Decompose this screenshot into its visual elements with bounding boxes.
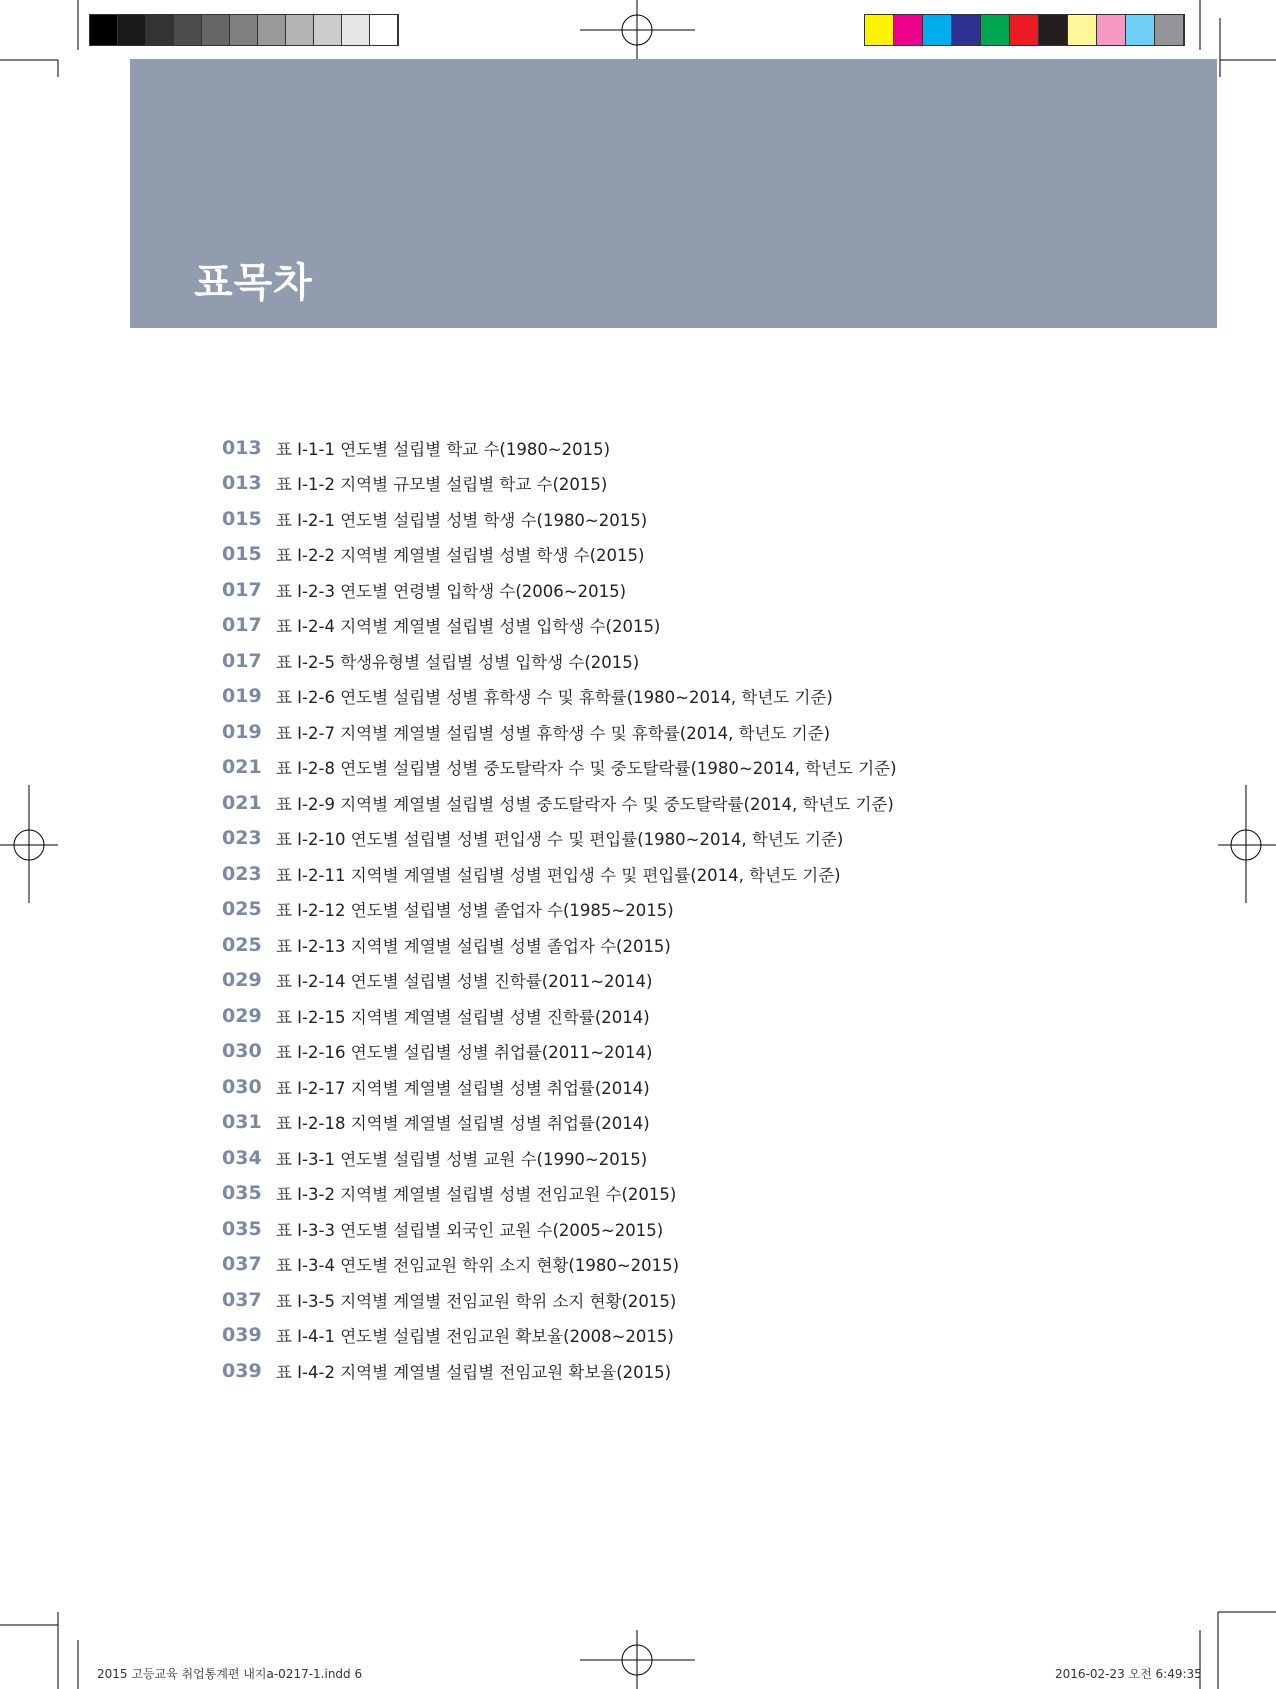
toc-label: 표 Ⅰ-3-1 연도별 설립별 성별 교원 수(1990~2015) xyxy=(276,1149,648,1169)
toc-label: 표 Ⅰ-2-12 연도별 설립별 성별 졸업자 수(1985~2015) xyxy=(276,901,674,921)
toc-entry[interactable] xyxy=(222,1034,897,1070)
registration-mark-right xyxy=(1218,785,1276,903)
color-swatch xyxy=(865,15,894,45)
toc-page-number: 013 xyxy=(222,436,262,459)
toc-label: 표 Ⅰ-3-4 연도별 전임교원 학위 소지 현황(1980~2015) xyxy=(276,1256,680,1276)
toc-page-number: 037 xyxy=(222,1288,262,1311)
toc-page-number: 029 xyxy=(222,969,262,992)
toc-page-number: 023 xyxy=(222,862,262,885)
toc-page-number: 025 xyxy=(222,898,262,921)
toc-entry[interactable] xyxy=(222,1211,897,1247)
page-title: 표목차 xyxy=(194,260,313,306)
toc-page-number: 039 xyxy=(222,1359,262,1382)
toc-label: 표 Ⅰ-3-2 지역별 계열별 설립별 성별 전임교원 수(2015) xyxy=(276,1185,677,1205)
toc-entry[interactable] xyxy=(222,821,897,857)
color-swatch xyxy=(1097,15,1126,45)
color-calibration-bar xyxy=(864,14,1185,46)
toc-page-number: 037 xyxy=(222,1253,262,1276)
toc-entry[interactable] xyxy=(222,537,897,573)
toc-page-number: 015 xyxy=(222,507,262,530)
gray-swatch xyxy=(174,15,202,45)
toc-entry[interactable] xyxy=(222,892,897,928)
toc-label: 표 Ⅰ-2-2 지역별 계열별 설립별 성별 학생 수(2015) xyxy=(276,546,645,566)
toc-entry[interactable] xyxy=(222,927,897,963)
toc-entry[interactable] xyxy=(222,501,897,537)
color-swatch xyxy=(894,15,923,45)
toc-label: 표 Ⅰ-3-5 지역별 계열별 전임교원 학위 소지 현황(2015) xyxy=(276,1291,677,1311)
toc-entry[interactable] xyxy=(222,1353,897,1389)
toc-entry[interactable] xyxy=(222,430,897,466)
toc-entry[interactable] xyxy=(222,608,897,644)
toc-page-number: 030 xyxy=(222,1040,262,1063)
registration-mark-top xyxy=(580,0,695,60)
color-swatch xyxy=(1068,15,1097,45)
toc-page-number: 039 xyxy=(222,1324,262,1347)
toc-entry[interactable] xyxy=(222,1318,897,1354)
file-slug: 2015 고등교육 취업통계편 내지a-0217-1.indd 6 xyxy=(97,1667,363,1681)
toc-entry[interactable] xyxy=(222,750,897,786)
gray-swatch xyxy=(370,15,398,45)
gray-swatch xyxy=(314,15,342,45)
toc-label: 표 Ⅰ-2-5 학생유형별 설립별 성별 입학생 수(2015) xyxy=(276,652,640,672)
toc-label: 표 Ⅰ-1-1 연도별 설립별 학교 수(1980~2015) xyxy=(276,439,611,459)
toc-entry[interactable] xyxy=(222,1247,897,1283)
toc-page-number: 034 xyxy=(222,1146,262,1169)
color-swatch xyxy=(952,15,981,45)
toc-label: 표 Ⅰ-2-8 연도별 설립별 성별 중도탈락자 수 및 중도탈락률(1980~2014, 학년도 기준) xyxy=(276,759,897,779)
gray-swatch xyxy=(118,15,146,45)
toc-page-number: 021 xyxy=(222,791,262,814)
color-swatch xyxy=(1155,15,1184,45)
gray-swatch xyxy=(342,15,370,45)
gray-swatch xyxy=(230,15,258,45)
toc-label: 표 Ⅰ-2-4 지역별 계열별 설립별 성별 입학생 수(2015) xyxy=(276,617,661,637)
toc-label: 표 Ⅰ-2-14 연도별 설립별 성별 진학률(2011~2014) xyxy=(276,972,653,992)
toc-label: 표 Ⅰ-2-7 지역별 계열별 설립별 성별 휴학생 수 및 휴학률(2014, 학년도 기준) xyxy=(276,723,831,743)
toc-label: 표 Ⅰ-2-13 지역별 계열별 설립별 성별 졸업자 수(2015) xyxy=(276,936,671,956)
toc-page-number: 023 xyxy=(222,827,262,850)
toc-page-number: 015 xyxy=(222,543,262,566)
toc-page-number: 029 xyxy=(222,1004,262,1027)
toc-entry[interactable] xyxy=(222,1282,897,1318)
toc-page-number: 013 xyxy=(222,472,262,495)
gray-swatch xyxy=(146,15,174,45)
toc-page-number: 017 xyxy=(222,614,262,637)
toc-label: 표 Ⅰ-4-1 연도별 설립별 전임교원 확보율(2008~2015) xyxy=(276,1327,674,1347)
toc-page-number: 019 xyxy=(222,685,262,708)
toc-label: 표 Ⅰ-2-11 지역별 계열별 설립별 성별 편입생 수 및 편입률(2014, 학년도 기준) xyxy=(276,865,841,885)
toc-label: 표 Ⅰ-4-2 지역별 계열별 설립별 전임교원 확보율(2015) xyxy=(276,1362,672,1382)
table-of-contents xyxy=(222,430,897,1389)
toc-label: 표 Ⅰ-2-17 지역별 계열별 설립별 성별 취업률(2014) xyxy=(276,1078,650,1098)
toc-page-number: 035 xyxy=(222,1217,262,1240)
registration-mark-left xyxy=(0,785,58,903)
toc-entry[interactable] xyxy=(222,572,897,608)
toc-page-number: 030 xyxy=(222,1075,262,1098)
timestamp-slug: 2016-02-23 오전 6:49:35 xyxy=(1055,1667,1202,1681)
toc-entry[interactable] xyxy=(222,856,897,892)
toc-entry[interactable] xyxy=(222,1176,897,1212)
toc-label: 표 Ⅰ-1-2 지역별 규모별 설립별 학교 수(2015) xyxy=(276,475,608,495)
toc-entry[interactable] xyxy=(222,643,897,679)
color-swatch xyxy=(923,15,952,45)
toc-entry[interactable] xyxy=(222,466,897,502)
toc-entry[interactable] xyxy=(222,1140,897,1176)
toc-entry[interactable] xyxy=(222,963,897,999)
registration-mark-bottom xyxy=(580,1630,695,1689)
toc-entry[interactable] xyxy=(222,998,897,1034)
gray-swatch xyxy=(258,15,286,45)
gray-swatch xyxy=(202,15,230,45)
toc-label: 표 Ⅰ-2-16 연도별 설립별 성별 취업률(2011~2014) xyxy=(276,1043,653,1063)
toc-page-number: 025 xyxy=(222,933,262,956)
gray-swatch xyxy=(286,15,314,45)
toc-page-number: 019 xyxy=(222,720,262,743)
toc-page-number: 035 xyxy=(222,1182,262,1205)
gray-swatch xyxy=(90,15,118,45)
toc-label: 표 Ⅰ-2-6 연도별 설립별 성별 휴학생 수 및 휴학률(1980~2014, 학년도 기준) xyxy=(276,688,833,708)
header-band xyxy=(130,59,1217,328)
color-swatch xyxy=(1010,15,1039,45)
toc-label: 표 Ⅰ-2-15 지역별 계열별 설립별 성별 진학률(2014) xyxy=(276,1007,650,1027)
toc-entry[interactable] xyxy=(222,714,897,750)
toc-label: 표 Ⅰ-2-9 지역별 계열별 설립별 성별 중도탈락자 수 및 중도탈락률(2014, 학년도 기준) xyxy=(276,794,894,814)
toc-entry[interactable] xyxy=(222,679,897,715)
toc-label: 표 Ⅰ-2-1 연도별 설립별 성별 학생 수(1980~2015) xyxy=(276,510,648,530)
grayscale-calibration-bar xyxy=(89,14,399,46)
toc-label: 표 Ⅰ-2-10 연도별 설립별 성별 편입생 수 및 편입률(1980~2014, 학년도 기준) xyxy=(276,830,844,850)
toc-page-number: 017 xyxy=(222,578,262,601)
color-swatch xyxy=(1039,15,1068,45)
toc-entry[interactable] xyxy=(222,1069,897,1105)
color-swatch xyxy=(981,15,1010,45)
toc-page-number: 017 xyxy=(222,649,262,672)
color-swatch xyxy=(1126,15,1155,45)
toc-entry[interactable] xyxy=(222,785,897,821)
toc-entry[interactable] xyxy=(222,1105,897,1141)
toc-label: 표 Ⅰ-2-18 지역별 계열별 설립별 성별 취업률(2014) xyxy=(276,1114,650,1134)
toc-page-number: 021 xyxy=(222,756,262,779)
toc-page-number: 031 xyxy=(222,1111,262,1134)
toc-label: 표 Ⅰ-2-3 연도별 연령별 입학생 수(2006~2015) xyxy=(276,581,627,601)
toc-label: 표 Ⅰ-3-3 연도별 설립별 외국인 교원 수(2005~2015) xyxy=(276,1220,664,1240)
